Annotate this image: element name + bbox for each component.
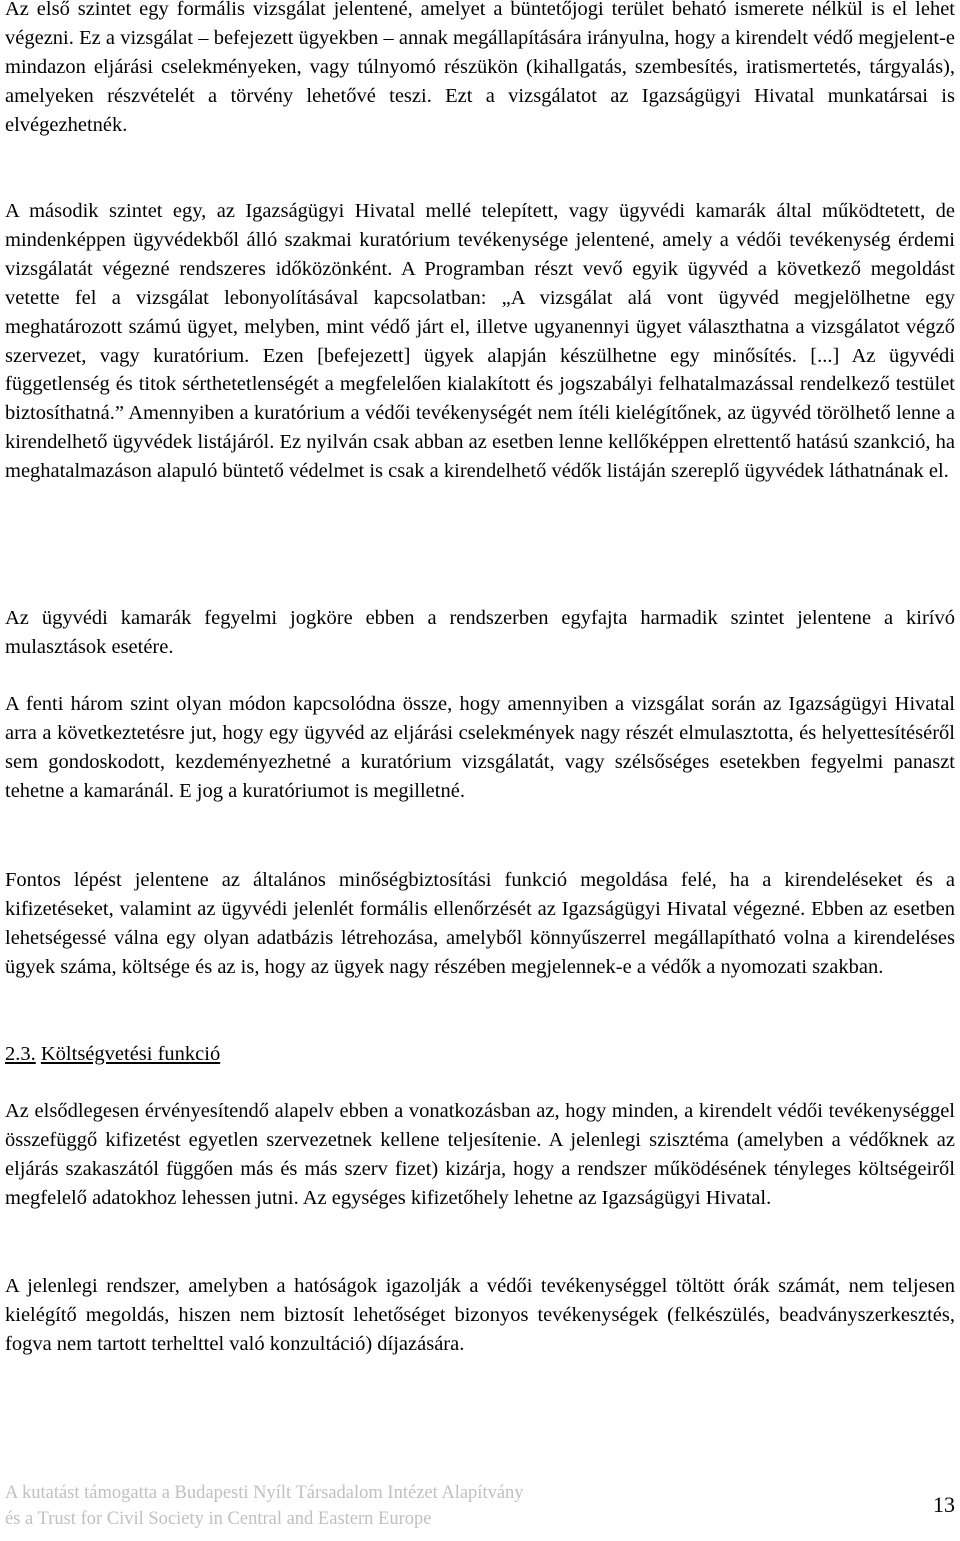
paragraph-third-level: Az ügyvédi kamarák fegyelmi jogköre ebben a rendszerben egyfajta harmadik szintet jelentene a kirívó mulasztások esetére. [5, 607, 955, 658]
paragraph-second-level: A második szintet egy, az Igazságügyi Hivatal mellé telepített, vagy ügyvédi kamarák által működtetett, de mindenképpen ügyvédekből álló szakmai kuratórium tevékenysége jelentené, amely a védői tevékenység érdemi vizsgálatát végezné rendszeres időközönként. A Programban részt vevő egyik ügyvéd a következő megoldást vetette fel a vizsgálat lebonyolításával kapcsolatban: „A vizsgálat alá vont ügyvéd megjelölhetne egy meghatározott számú ügyet, melyben, mint védő járt el, illetve ugyanennyi ügyet választhatna a vizsgálatot végző szervezet, vagy kuratórium. Ezen [befejezett] ügyek alapján készülhetne egy minősítés. [...] Az ügyvédi függetlenség és titok sérthetetlenségét a megfelelően kialakított és jogszabályi felhatalmazással rendelkező testület biztosíthatná.” Amennyiben a kuratórium a védői tevékenységét nem ítéli kielégítőnek, az ügyvéd törölhető lenne a kirendelhető ügyvédek listájáról. Ez nyilván csak abban az esetben lenne kellőképpen elrettentő hatású szankció, ha meghatalmazáson alapuló büntető védelmet is csak a kirendelhető védők listáján szereplő ügyvédek láthatnának el. [5, 200, 955, 483]
section-heading [5, 1040, 220, 1069]
section-title: Költségvetési funkció [40, 1043, 221, 1065]
page-footer [5, 1480, 955, 1540]
section-number: 2.3. [5, 1043, 36, 1065]
paragraph-first-level: Az első szintet egy formális vizsgálat jelentené, amelyet a büntetőjogi terület beható ismerete nélkül is el lehet végezni. Ez a vizsgálat – befejezett ügyekben – annak megállapítására irányulna, hogy a kirendelt védő megjelent-e mindazon eljárási cselekményeken, vagy túlnyomó részükön (kihallgatás, szembesítés, iratismertetés, tárgyalás), amelyeken részvételét a törvény lehetővé teszi. Ezt a vizsgálatot az Igazságügyi Hivatal munkatársai is elvégezhetnék. [5, 0, 955, 136]
paragraph-current-system: A jelenlegi rendszer, amelyben a hatóságok igazolják a védői tevékenységgel töltött órák számát, nem teljesen kielégítő megoldás, hiszen nem biztosít lehetőséget bizonyos tevékenységek (felkészülés, beadványszerkesztés, fogva nem tartott terhelttel való konzultáció) díjazására. [5, 1275, 955, 1355]
page-number: 13 [933, 1492, 955, 1517]
paragraph-quality-assurance: Fontos lépést jelentene az általános minőségbiztosítási funkció megoldása felé, ha a kirendeléseket és a kifizetéseket, valamint az ügyvédi jelenlét formális ellenőrzését az Igazságügyi Hivatal végezné. Ebben az esetben lehetségessé válna egy olyan adatbázis létrehozása, amelyből könnyűszerrel megállapítható volna a kirendeléses ügyek száma, költsége és az is, hogy az ügyek nagy részében megjelennek-e a védők a nyomozati szakban. [5, 869, 955, 978]
footer-line-1: A kutatást támogatta a Budapesti Nyílt Társadalom Intézet Alapítvány [5, 1483, 524, 1503]
paragraph-payment-principle: Az elsődlegesen érvényesítendő alapelv ebben a vonatkozásban az, hogy minden, a kirendelt védői tevékenységgel összefüggő kifizetést egyetlen szervezetnek kellene teljesítenie. A jelenlegi szisztéma (amelyben a védőknek az eljárás szakaszától függően más és más szerv fizet) kizárja, hogy a rendszer működésének tényleges költségeiről megfelelő adatokhoz lehessen jutni. Az egységes kifizetőhely lehetne az Igazságügyi Hivatal. [5, 1100, 955, 1209]
footer-line-2: és a Trust for Civil Society in Central and Eastern Europe [5, 1509, 432, 1529]
footer-acknowledgement [5, 1480, 524, 1532]
paragraph-levels-connection: A fenti három szint olyan módon kapcsolódna össze, hogy amennyiben a vizsgálat során az Igazságügyi Hivatal arra a következtetésre jut, hogy egy ügyvéd az eljárási cselekmények nagy részét elmulasztotta, és helyettesítéséről sem gondoskodott, kezdeményezhetné a kuratórium vizsgálatát, vagy szélsőséges esetekben fegyelmi panaszt tehetne a kamaránál. E jog a kuratóriumot is megilletné. [5, 693, 955, 802]
